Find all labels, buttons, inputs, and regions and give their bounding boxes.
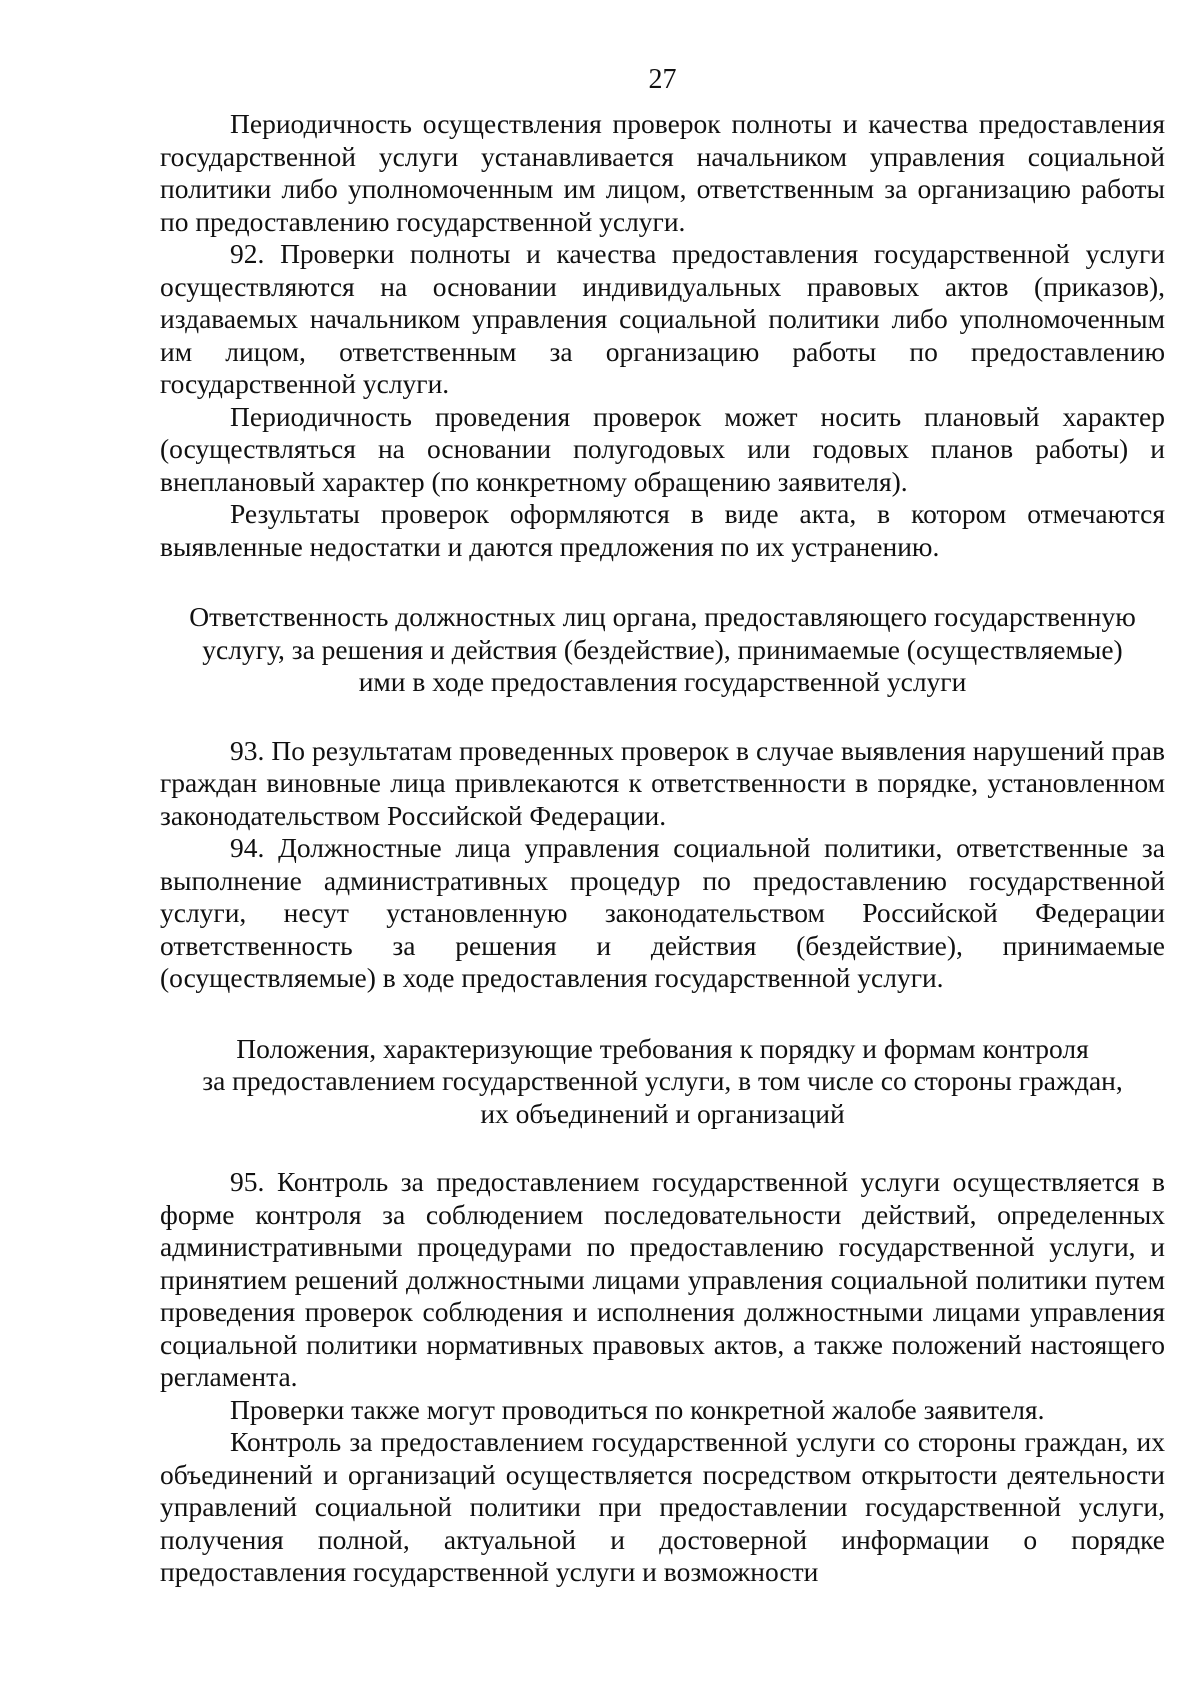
heading-line: Положения, характеризующие требования к порядку и формам контроля xyxy=(236,1032,1089,1064)
paragraph-inspection-frequency: Периодичность осуществления проверок полноты и качества предоставления государственной услуги устанавливается начальником управления социальной политики либо уполномоченным им лицом, ответственным за организацию работы по предоставлению государственной услуги. xyxy=(160,108,1165,237)
heading-line: за предоставлением государственной услуги, в том числе со стороны граждан, xyxy=(202,1065,1123,1096)
heading-line: услугу, за решения и действия (бездействие), принимаемые (осуществляемые) xyxy=(202,633,1123,665)
paragraph-public-control: Контроль за предоставлением государственной услуги со стороны граждан, их объединений и организаций осуществляется посредством открытости деятельности управлений социальной политики при предоставлении государственной услуги, получения полной, актуальной и достоверной информации о порядке предоставления государственной услуги и возможности xyxy=(160,1426,1165,1587)
heading-line: ими в ходе предоставления государственной услуги xyxy=(358,666,967,697)
paragraph-inspection-types: Периодичность проведения проверок может носить плановый характер (осуществляться на основании полугодовых или годовых планов работы) и внеплановый характер (по конкретному обращению заявителя). xyxy=(160,400,1165,497)
heading-line: Ответственность должностных лиц органа, предоставляющего государственную xyxy=(189,601,1136,632)
paragraph-inspection-results: Результаты проверок оформляются в виде акта, в котором отмечаются выявленные недостатки и даются предложения по их устранению. xyxy=(160,498,1165,562)
section-heading-responsibility xyxy=(160,601,1165,699)
document-page xyxy=(160,64,1165,1589)
paragraph-92: 92. Проверки полноты и качества предоставления государственной услуги осуществляются на основании индивидуальных правовых актов (приказов), издаваемых начальником управления социальной политики либо уполномоченным им лицом, ответственным за организацию работы по предоставлению государственной услуги. xyxy=(160,238,1165,399)
paragraph-93: 93. По результатам проведенных проверок в случае выявления нарушений прав граждан виновные лица привлекаются к ответственности в порядке, установленном законодательством Российской Федерации. xyxy=(160,734,1165,831)
section-heading-control-requirements xyxy=(160,1033,1165,1131)
paragraph-complaint-inspections: Проверки также могут проводиться по конкретной жалобе заявителя. xyxy=(230,1393,1045,1425)
paragraph-94: 94. Должностные лица управления социальной политики, ответственные за выполнение административных процедур по предоставлению государственной услуги, несут установленную законодательством Российской Федерации ответственность за решения и действия (бездействие), принимаемые (осуществляемые) в ходе предоставления государственной услуги. xyxy=(160,832,1165,993)
paragraph-95: 95. Контроль за предоставлением государственной услуги осуществляется в форме контроля за соблюдением последовательности действий, определенных административными процедурами по предоставлению государственной услуги, и принятием решений должностными лицами управления социальной политики путем проведения проверок соблюдения и исполнения должностными лицами управления социальной политики нормативных правовых актов, а также положений настоящего регламента. xyxy=(160,1166,1165,1392)
section-inspections xyxy=(160,108,1165,563)
page-number: 27 xyxy=(648,64,677,95)
heading-line: их объединений и организаций xyxy=(480,1097,845,1129)
section-control xyxy=(160,1166,1165,1589)
section-responsibility xyxy=(160,735,1165,995)
